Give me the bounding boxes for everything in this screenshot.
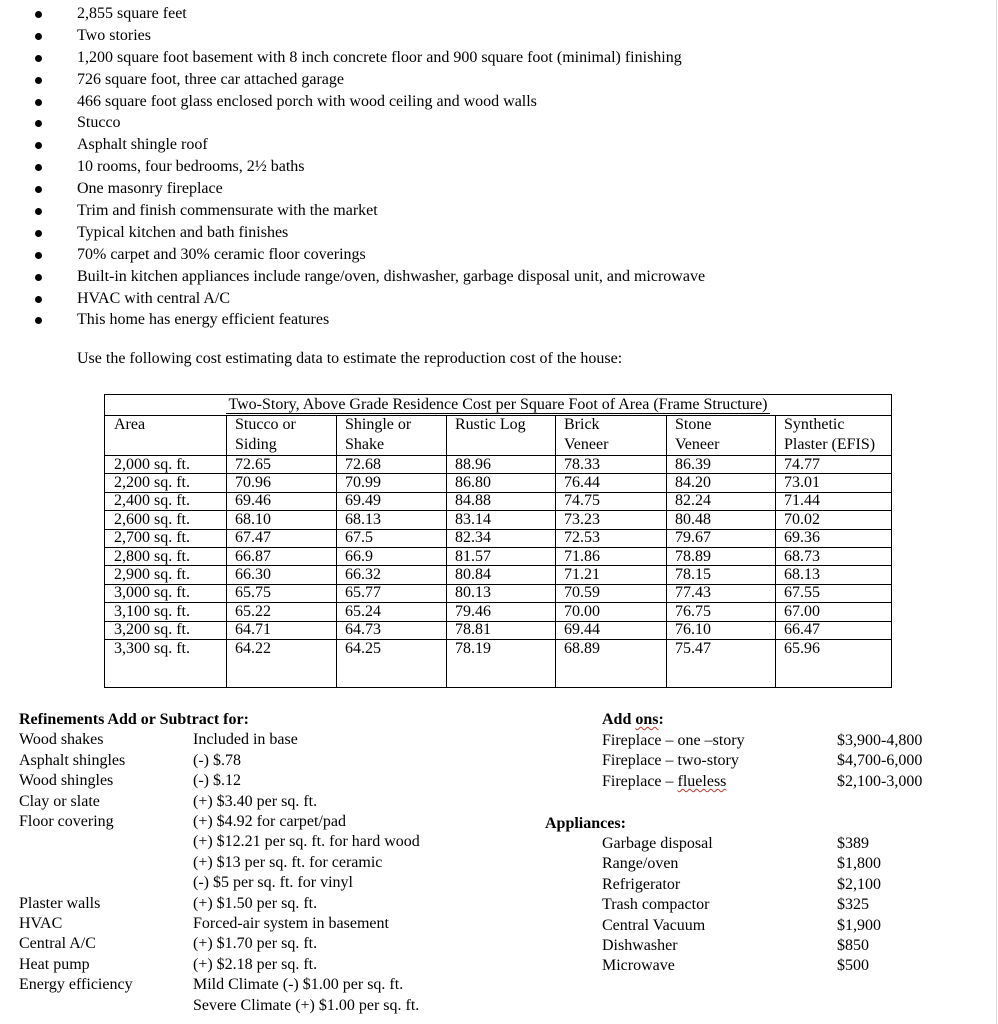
row-divider: [105, 510, 891, 511]
refinement-value: (-) $.12: [193, 772, 241, 790]
refinement-value: (-) $5 per sq. ft. for vinyl: [193, 874, 353, 892]
appliance-label: Garbage disposal: [602, 835, 713, 852]
table-cell: 71.44: [784, 492, 820, 510]
spellcheck-word: flueless: [677, 772, 727, 790]
table-cell: 72.53: [564, 529, 600, 547]
table-cell: 71.21: [564, 565, 600, 583]
bullet-icon: [35, 252, 42, 259]
refinement-label: Heat pump: [19, 955, 90, 973]
table-cell: 78.15: [675, 565, 711, 583]
table-cell: 74.77: [784, 455, 820, 473]
refinement-value: (-) $.78: [193, 751, 241, 769]
table-cell: 69.44: [564, 621, 600, 639]
column-header: Siding: [235, 436, 277, 453]
refinement-label: Plaster walls: [19, 894, 101, 912]
table-cell: 65.22: [235, 602, 271, 620]
table-cell: 2,000 sq. ft.: [114, 455, 190, 473]
appliance-label: Microwave: [602, 957, 675, 975]
refinement-label: Clay or slate: [19, 792, 100, 810]
refinement-value: (+) $1.50 per sq. ft.: [193, 894, 318, 912]
refinement-value: Mild Climate (-) $1.00 per sq. ft.: [193, 976, 404, 994]
row-divider: [105, 492, 891, 493]
bullet-icon: [35, 296, 42, 303]
refinements-heading: Refinements Add or Subtract for:: [19, 711, 249, 728]
table-cell: 65.75: [235, 584, 271, 602]
bullet-icon: [35, 164, 42, 171]
addon-price: $4,700-6,000: [837, 752, 923, 770]
table-grid: [105, 395, 891, 687]
table-cell: 88.96: [455, 455, 491, 473]
refinement-value: (+) $4.92 for carpet/pad: [193, 813, 346, 830]
refinement-value: (+) $3.40 per sq. ft.: [193, 792, 318, 810]
bullet-icon: [35, 55, 42, 62]
appliance-label: Trash compactor: [602, 896, 710, 914]
table-cell: 64.25: [345, 639, 381, 657]
addons-heading: Add ons:: [602, 711, 664, 728]
table-cell: 73.23: [564, 510, 600, 528]
table-cell: 84.88: [455, 492, 491, 510]
table-cell: 70.02: [784, 510, 820, 528]
table-cell: 78.89: [675, 547, 711, 565]
table-cell: 72.68: [345, 455, 381, 473]
appliance-price: $389: [837, 835, 869, 852]
row-divider: [105, 529, 891, 530]
addon-label: Fireplace – two-story: [602, 752, 739, 770]
column-header: Brick: [564, 416, 600, 433]
table-cell: 66.87: [235, 547, 271, 565]
table-cell: 80.48: [675, 510, 711, 528]
table-cell: 67.47: [235, 529, 271, 547]
table-cell: 83.14: [455, 510, 491, 528]
table-cell: 2,700 sq. ft.: [114, 529, 190, 547]
refinement-value: Included in base: [193, 731, 298, 749]
table-cell: 68.73: [784, 547, 820, 565]
table-cell: 2,600 sq. ft.: [114, 510, 190, 528]
column-header: Veneer: [564, 436, 609, 453]
table-cell: 65.24: [345, 602, 381, 620]
table-cell: 3,100 sq. ft.: [114, 602, 190, 620]
table-cell: 2,400 sq. ft.: [114, 492, 190, 510]
table-cell: 76.10: [675, 621, 711, 639]
table-cell: 67.55: [784, 584, 820, 602]
appliances-heading: Appliances:: [545, 815, 626, 832]
table-cell: 70.96: [235, 473, 271, 491]
refinement-label: Energy efficiency: [19, 976, 133, 994]
table-cell: 78.81: [455, 621, 491, 639]
table-cell: 76.75: [675, 602, 711, 620]
refinement-value: Forced-air system in basement: [193, 915, 389, 932]
intro-text: Use the following cost estimating data to estimate the reproduction cost of the house:: [77, 350, 623, 367]
table-cell: 66.30: [235, 565, 271, 583]
table-cell: 2,200 sq. ft.: [114, 473, 190, 491]
refinement-label: HVAC: [19, 915, 63, 932]
appliance-label: Range/oven: [602, 855, 679, 873]
row-divider: [105, 565, 891, 566]
row-divider: [105, 621, 891, 622]
table-cell: 2,900 sq. ft.: [114, 565, 190, 583]
addon-price: $2,100-3,000: [837, 772, 923, 790]
table-cell: 65.96: [784, 639, 820, 657]
table-cell: 76.44: [564, 473, 600, 491]
table-cell: 86.80: [455, 473, 491, 491]
table-cell: 69.36: [784, 529, 820, 547]
table-cell: 69.46: [235, 492, 271, 510]
table-cell: 82.34: [455, 529, 491, 547]
appliance-label: Refrigerator: [602, 875, 681, 893]
table-cell: 73.01: [784, 473, 820, 491]
table-cell: 78.33: [564, 455, 600, 473]
row-divider: [105, 547, 891, 548]
table-cell: 81.57: [455, 547, 491, 565]
table-cell: 69.49: [345, 492, 381, 510]
table-cell: 84.20: [675, 473, 711, 491]
row-divider: [105, 473, 891, 474]
table-cell: 70.99: [345, 473, 381, 491]
table-cell: 3,300 sq. ft.: [114, 639, 190, 657]
appliance-price: $500: [837, 957, 869, 975]
addon-price: $3,900-4,800: [837, 732, 923, 749]
table-cell: 2,800 sq. ft.: [114, 547, 190, 565]
column-header: Area: [114, 416, 146, 433]
bullet-icon: [35, 33, 42, 40]
table-cell: 77.43: [675, 584, 711, 602]
row-divider: [105, 584, 891, 585]
table-cell: 67.5: [345, 529, 373, 547]
table-cell: 78.19: [455, 639, 491, 657]
table-cell: 68.13: [784, 565, 820, 583]
table-cell: 72.65: [235, 455, 271, 473]
table-cell: 80.84: [455, 565, 491, 583]
row-divider: [105, 455, 891, 456]
refinement-label: Asphalt shingles: [19, 751, 126, 769]
table-cell: 64.22: [235, 639, 271, 657]
column-header: Veneer: [675, 436, 720, 453]
table-cell: 3,000 sq. ft.: [114, 584, 190, 602]
addon-label: Fireplace – flueless: [602, 772, 727, 790]
table-cell: 82.24: [675, 492, 711, 510]
appliance-label: Central Vacuum: [602, 916, 706, 934]
table-cell: 64.71: [235, 621, 271, 639]
column-header: Stone: [675, 416, 712, 433]
table-title: Two-Story, Above Grade Residence Cost per Square Foot of Area (Frame Structure): [228, 396, 768, 413]
appliance-price: $1,800: [837, 855, 881, 873]
table-cell: 68.13: [345, 510, 381, 528]
table-cell: 66.9: [345, 547, 373, 565]
cost-table: [104, 394, 892, 688]
document-page: 2,855 square feet Two stories 1,200 square foot basement with 8 inch concrete floor and 900 square foot (minimal) finishing 726 square foot, three car attached garage 466 square foot glass enclosed porch with wood ceiling and wood walls Stucco Asphalt shingle roof 10 rooms, four bedrooms, 2½ baths One masonry fireplace Trim and finish commensurate with the market Typical kitchen and bath finishes 70% carpet and 30% ceramic floor coverings Built-in kitchen appliances include range/oven, dishwasher, garbage disposal unit, and microwave HVAC with central A/C This home has energy efficient features Use the following cost estimating data to estimate the reproduction cost of the house: Two-Story, Above Grade Residence Cost per Square Foot of Area (Frame Structure) Area Stucco or Siding Shingle or Shake Rustic Log Brick Veneer Stone Veneer Synthetic Plaster (EFIS) 2,000 sq. ft. 72.65 72.68 88.96 78.33 86.39 74.77 2,200 sq. ft. 70.96 70.99 86.80 76.44 84.20 73.01 2,400 sq. ft. 69.46 69.49 84.88 74.75 82.24 71.44 2,600 sq. ft. 68.10 68.13 83.14 73.23 80.48 70.02 2,700 sq. ft. 67.47 67.5 82.34 72.53 79.67 69.36 2,800 sq. ft. 66.87 66.9 81.57 71.86 78.89 68.73 2,900 sq. ft. 66.30 66.32 80.84 71.21 78.15 68.13 3,000 sq. ft. 65.75 65.77 80.13 70.59 77.43 67.55 3,100 sq. ft. 65.22 65.24 79.46 70.00 76.75 67.00 3,200 sq. ft. 64.71 64.73 78.81 69.44 76.10 66.47 3,300 sq. ft. 64.22 64.25 78.19 68.89 75.47 65.96 Refinements Add or Subtract for: Wood shakes Included in base Asphalt shingles (-) $.78 Wood shingles (-) $.12 Clay or slate (+) $3.40 per sq. ft. Floor covering (+) $4.92 for carpet/pad (+) $12.21 per sq. ft. for hard wood (+) $13 per sq. ft. for ceramic (-) $5 per sq. ft. for vinyl Plaster walls (+) $1.50 per sq. ft. HVAC Forced-air system in basement Central A/C (+) $1.70 per sq. ft. Heat pump (+) $2.18 per sq. ft. Energy efficiency Mild Climate (-) $1.00 per sq. ft. Severe Climate (+) $1.00 per sq. ft. Add ons: Fireplace – one –story $3,900-4,800 Fireplace – two-story $4,700-6,000 Fireplace – flueless $2,100-3,000 Appliances: Garbage disposal $389 Range/oven $1,800 Refrigerator $2,100 Trash compactor $325 Central Vacuum $1,900 Dishwasher $850 Microwave $500: [0, 0, 997, 1024]
refinement-value: (+) $1.70 per sq. ft.: [193, 935, 318, 953]
bullet-icon: [35, 208, 42, 215]
bullet-icon: [35, 77, 42, 84]
spellcheck-word: ons: [635, 711, 659, 728]
table-cell: 70.00: [564, 602, 600, 620]
bullet-icon: [35, 142, 42, 149]
table-cell: 64.73: [345, 621, 381, 639]
appliance-price: $2,100: [837, 875, 881, 893]
table-cell: 86.39: [675, 455, 711, 473]
table-cell: 68.89: [564, 639, 600, 657]
column-header: Shingle or: [345, 416, 412, 433]
appliance-price: $850: [837, 937, 869, 954]
table-cell: 80.13: [455, 584, 491, 602]
column-header: Rustic Log: [455, 416, 526, 433]
bullet-icon: [35, 274, 42, 281]
refinement-value: (+) $2.18 per sq. ft.: [193, 955, 318, 973]
bullet-icon: [35, 120, 42, 127]
column-header: Stucco or: [235, 416, 296, 433]
table-cell: 65.77: [345, 584, 381, 602]
appliance-label: Dishwasher: [602, 937, 678, 954]
table-cell: 66.32: [345, 565, 381, 583]
table-cell: 68.10: [235, 510, 271, 528]
table-cell: 3,200 sq. ft.: [114, 621, 190, 639]
table-cell: 67.00: [784, 602, 820, 620]
column-header: Shake: [345, 436, 385, 453]
table-cell: 79.46: [455, 602, 491, 620]
refinement-label: Central A/C: [19, 935, 96, 953]
refinement-label: Floor covering: [19, 813, 114, 830]
refinement-value: Severe Climate (+) $1.00 per sq. ft.: [193, 996, 420, 1014]
row-divider: [105, 602, 891, 603]
refinement-value: (+) $13 per sq. ft. for ceramic: [193, 853, 383, 871]
table-cell: 74.75: [564, 492, 600, 510]
table-cell: 66.47: [784, 621, 820, 639]
table-cell: 70.59: [564, 584, 600, 602]
bullet-icon: [35, 317, 42, 324]
bullet-icon: [35, 230, 42, 237]
table-cell: 71.86: [564, 547, 600, 565]
row-divider: [105, 639, 891, 640]
appliance-price: $325: [837, 896, 869, 914]
refinement-label: Wood shingles: [19, 772, 114, 790]
refinement-label: Wood shakes: [19, 731, 104, 749]
table-cell: 75.47: [675, 639, 711, 657]
appliance-price: $1,900: [837, 916, 881, 934]
table-cell: 79.67: [675, 529, 711, 547]
column-header: Synthetic: [784, 416, 845, 433]
bullet-icon: [35, 186, 42, 193]
addon-label: Fireplace – one –story: [602, 732, 745, 749]
refinement-value: (+) $12.21 per sq. ft. for hard wood: [193, 833, 420, 851]
bullet-icon: [35, 11, 42, 18]
column-header: Plaster (EFIS): [784, 436, 876, 453]
bullet-icon: [35, 99, 42, 106]
